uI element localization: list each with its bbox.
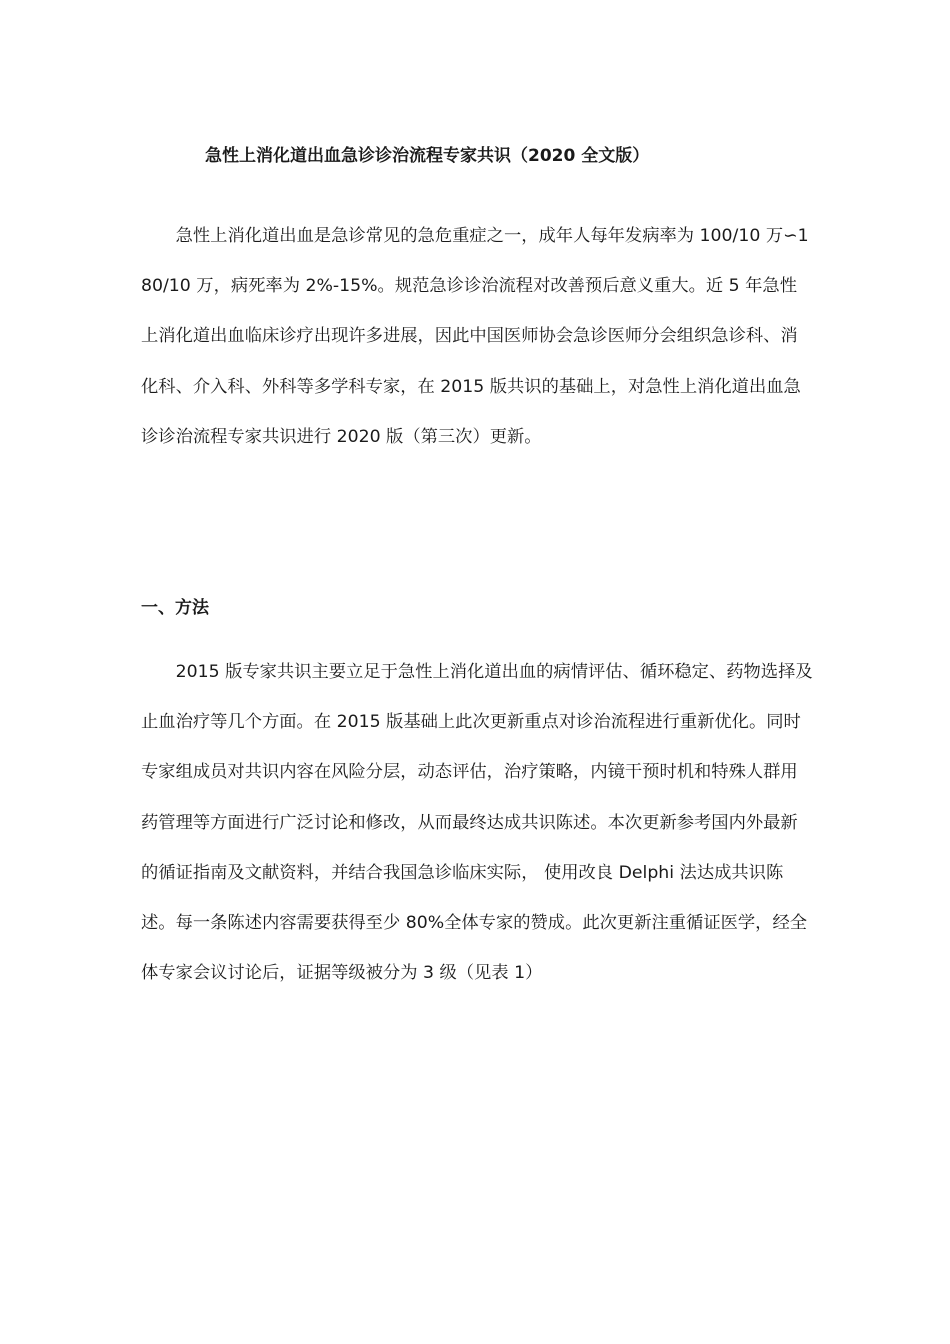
section-heading-methods: 一、方法 [141,598,209,618]
intro-paragraph: 急性上消化道出血是急诊常见的急危重症之一，成年人每年发病率为 100/10 万∽180/10 万，病死率为 2%-15%。规范急诊诊治流程对改善预后意义重大。近 5 年急性上消化道出血临床诊疗出现许多进展，因此中国医师协会急诊医师分会组织急诊科、消化科、介入科、外科等多学科专家，在 2015 版共识的基础上，对急性上消化道出血急诊诊治流程专家共识进行 2020 版（第三次）更新。 [141,226,809,447]
document-title: 急性上消化道出血急诊诊治流程专家共识（2020 全文版） [205,146,650,166]
methods-paragraph: 2015 版专家共识主要立足于急性上消化道出血的病情评估、循环稳定、药物选择及止血治疗等几个方面。在 2015 版基础上此次更新重点对诊治流程进行重新优化。同时专家组成员对共识内容在风险分层，动态评估，治疗策略，内镜干预时机和特殊人群用药管理等方面进行广泛讨论和修改，从而最终达成共识陈述。本次更新参考国内外最新的循证指南及文献资料，并结合我国急诊临床实际， 使用改良 Delphi 法达成共识陈述。每一条陈述内容需要获得至少 80%全体专家的赞成。此次更新注重循证医学，经全体专家会议讨论后，证据等级被分为 3 级（见表 1） [141,662,813,984]
